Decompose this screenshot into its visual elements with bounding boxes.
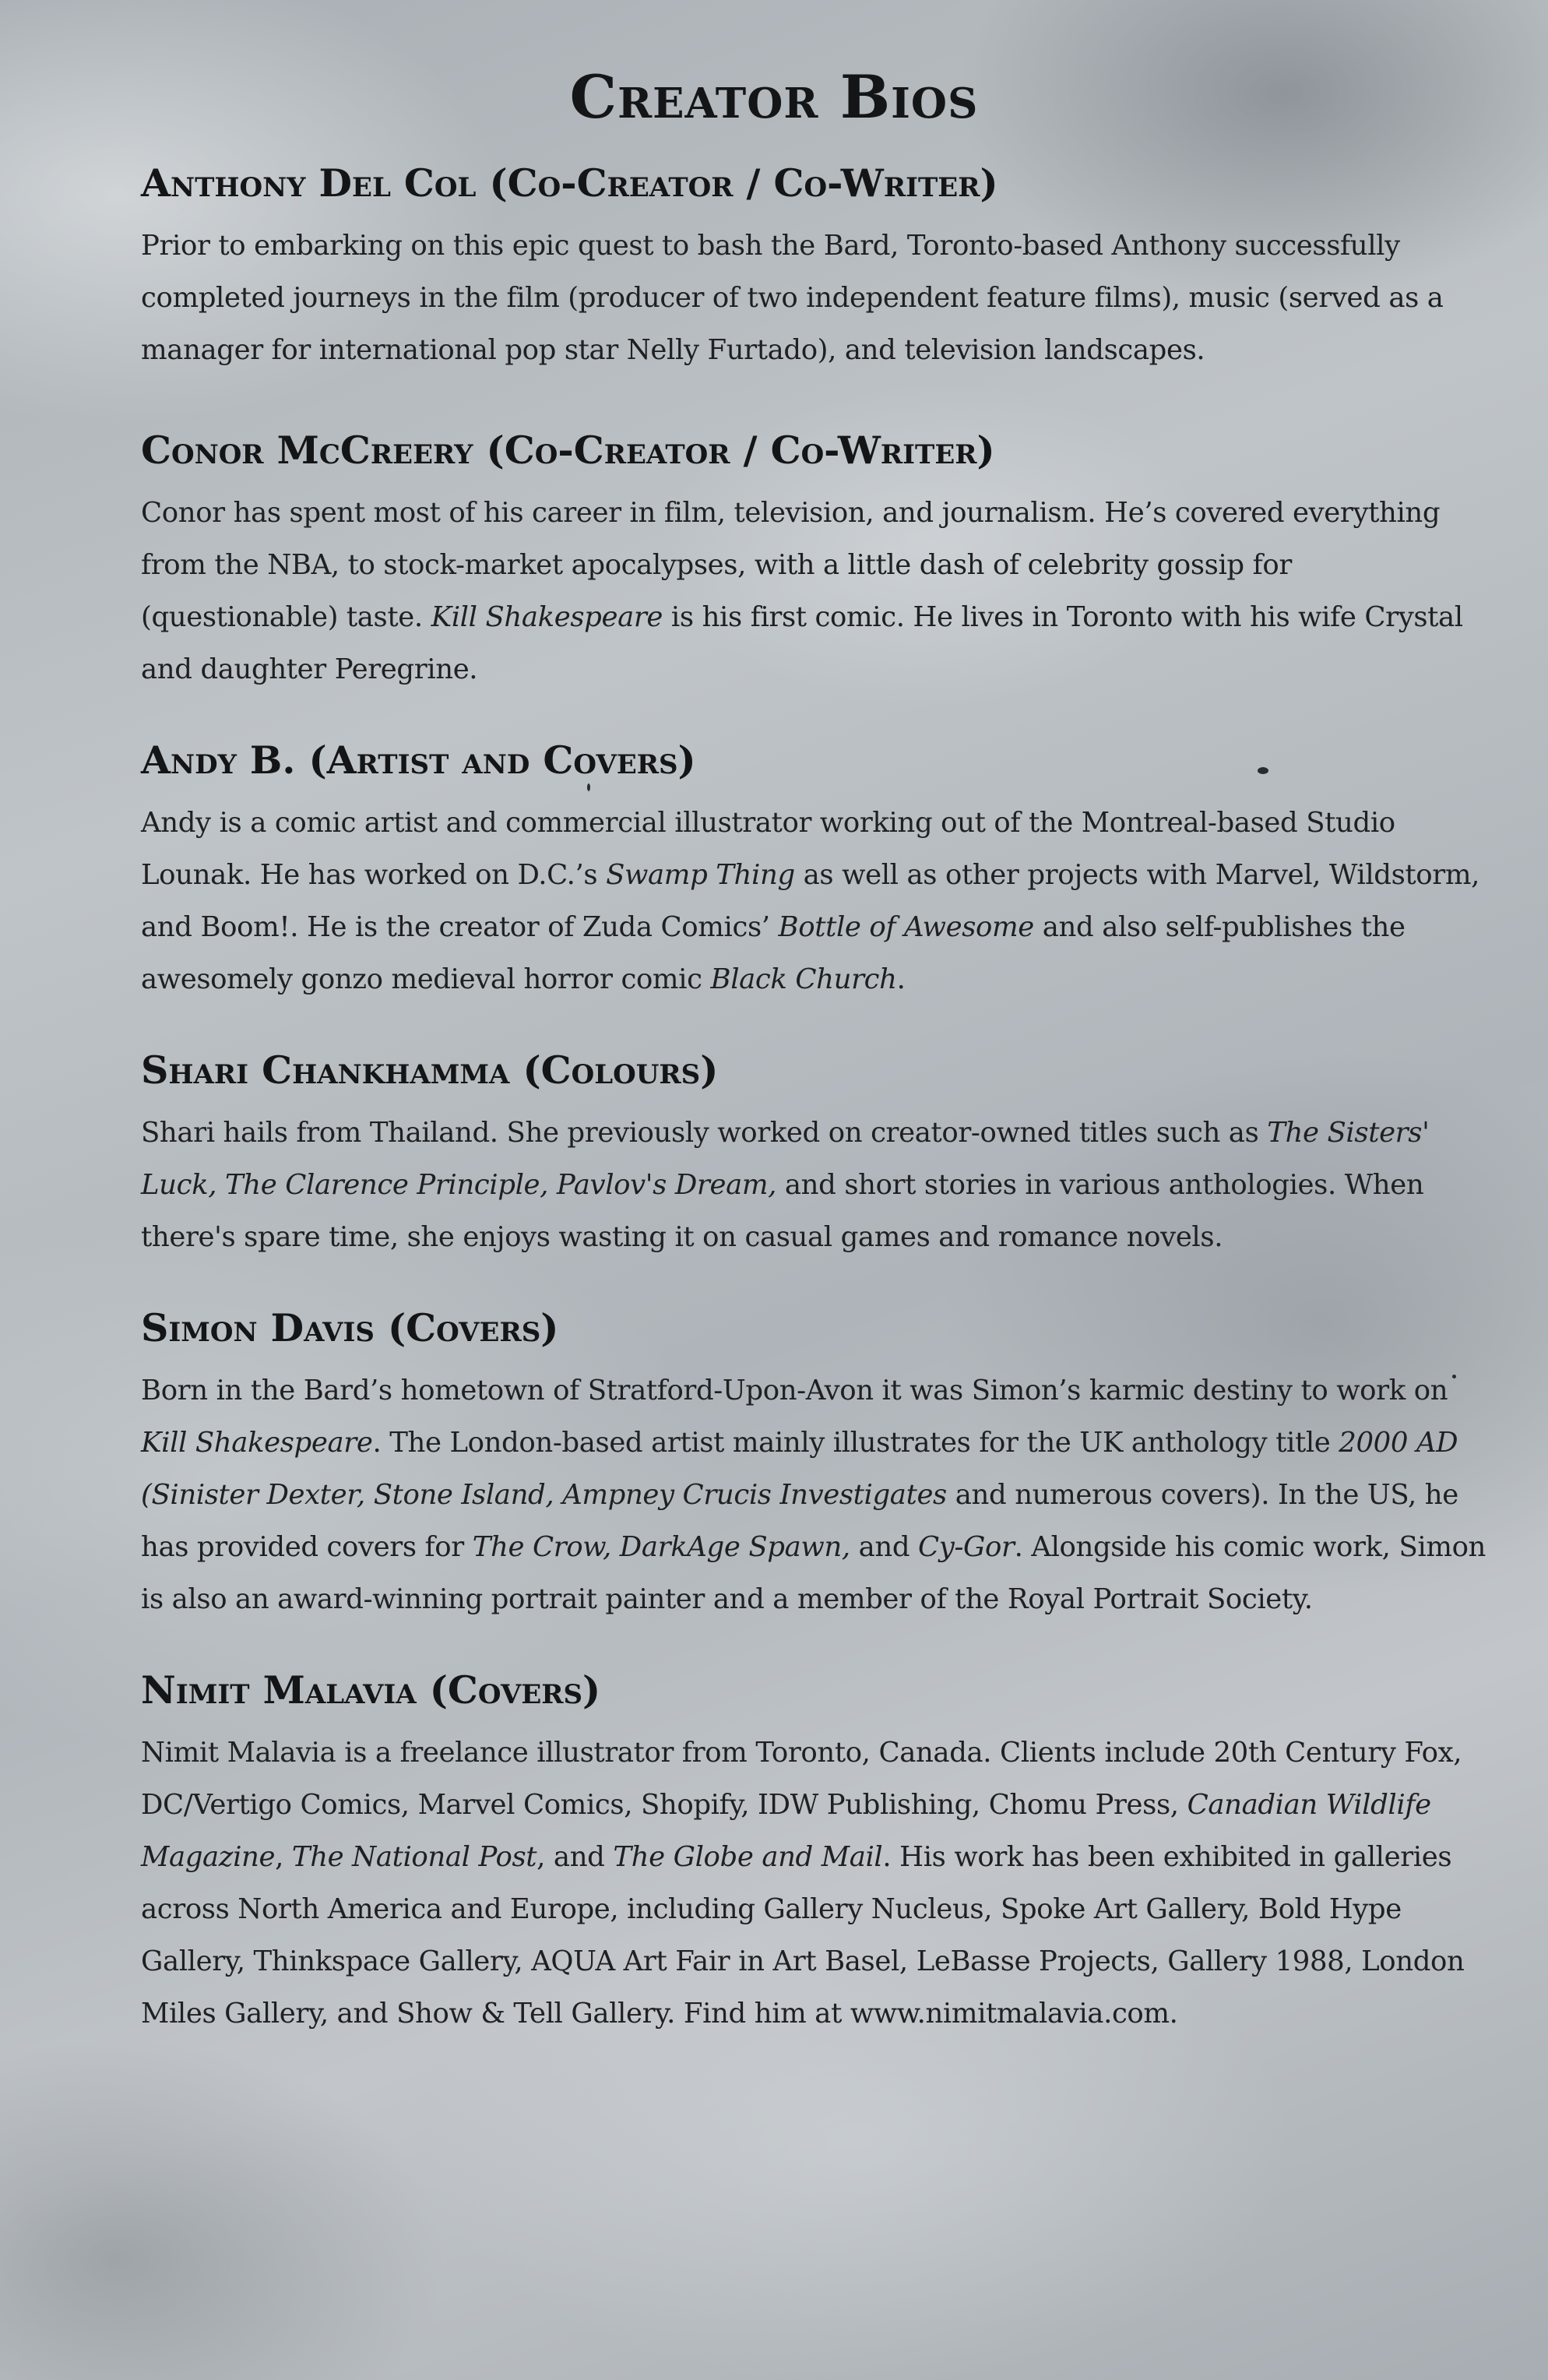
bios-page [141, 47, 1488, 2040]
bio-text [141, 210, 1488, 376]
bio-shari-chankhamma [141, 1043, 1488, 1263]
bio-text-segment: , and [537, 1841, 614, 1873]
bio-text-segment: Andy is a comic artist and commercial illustrator working out of the Montreal-based Studio Lounak. He has worked on D.C.’s [141, 807, 1395, 891]
bio-text-segment: . The London-based artist mainly illustrates for the UK anthology title [372, 1427, 1339, 1459]
bio-anthony-del-col [141, 156, 1488, 376]
bio-nimit-malavia [141, 1663, 1488, 2040]
bio-text-segment: Prior to embarking on this epic quest to bash the Bard, Toronto-based Anthony successfully completed journeys in the film (producer of two independent feature films), music (served as a manager for international pop star Nelly Furtado), and television landscapes. [141, 230, 1444, 366]
bio-text-segment: and short stories in various anthologies. When there's spare time, she enjoys wasting it on casual games and romance novels. [141, 1169, 1424, 1253]
bio-text-segment: . [896, 963, 906, 995]
paper-speck [1452, 1375, 1456, 1378]
page-title: Creator Bios [569, 62, 979, 132]
bio-heading: Anthony Del Col (Co-Creator / Co-Writer) [141, 160, 998, 206]
bio-simon-davis [141, 1301, 1488, 1625]
paper-speck [1258, 767, 1268, 774]
bio-text-title: The National Post [291, 1841, 537, 1873]
bio-text-segment: . Alongside his comic work, Simon is also an award-winning portrait painter and a member of the Royal Portrait Society. [141, 1531, 1486, 1615]
bio-text-title: Black Church [710, 963, 897, 995]
bio-text-segment: , [275, 1841, 292, 1873]
bio-text-title: Bottle of Awesome [778, 911, 1034, 943]
bio-text [141, 477, 1488, 695]
bio-text [141, 1097, 1488, 1263]
bio-text-title: Canadian Wildlife Magazine [141, 1789, 1431, 1873]
bio-heading: Shari Chankhamma (Colours) [141, 1047, 719, 1093]
bio-text [141, 1717, 1488, 2040]
bio-text-segment: and [850, 1531, 919, 1563]
bio-heading: Nimit Malavia (Covers) [141, 1667, 601, 1713]
bio-text-segment: is his first comic. He lives in Toronto with his wife Crystal and daughter Peregrine. [141, 601, 1463, 685]
bio-heading: Andy B. (Artist and Covers) [141, 738, 696, 783]
bio-text-title: Kill Shakespeare [141, 1427, 373, 1459]
bio-text-segment: Shari hails from Thailand. She previously worked on creator-owned titles such as [141, 1117, 1268, 1149]
bio-text [141, 787, 1488, 1005]
bio-heading: Conor McCreery (Co-Creator / Co-Writer) [141, 428, 995, 473]
bio-text-title: The Globe and Mail [613, 1841, 883, 1873]
bio-text-segment: and numerous covers). In the US, he has provided covers for [141, 1479, 1458, 1563]
bio-text-segment: . His work has been exhibited in galleries across North America and Europe, including Gallery Nucleus, Spoke Art Gallery, Bold Hype Gallery, Thinkspace Gallery, AQUA Art Fair in Art Basel, LeBasse Projects, Gallery 1988, London Miles Gallery, and Show & Tell Gallery. Find him at www.nimitmalavia.com. [141, 1841, 1465, 2030]
bio-text-title: The Crow, DarkAge Spawn, [472, 1531, 850, 1563]
bio-text-title: The Sisters' Luck, The Clarence Principle, Pavlov's Dream, [141, 1117, 1430, 1201]
bio-heading: Simon Davis (Covers) [141, 1305, 559, 1350]
bio-text-segment: Conor has spent most of his career in film, television, and journalism. He’s covered everything from the NBA, to stock-market apocalypses, with a little dash of celebrity gossip for (questionable) taste. [141, 497, 1441, 633]
bio-text-title: Cy-Gor [918, 1531, 1015, 1563]
bio-conor-mccreery [141, 423, 1488, 695]
bio-andy-b [141, 733, 1488, 1005]
bio-text-segment: as well as other projects with Marvel, Wildstorm, and Boom!. He is the creator of Zuda Comics’ [141, 859, 1479, 943]
bio-text-segment: Born in the Bard’s hometown of Stratford-Upon-Avon it was Simon’s karmic destiny to work on [141, 1375, 1448, 1407]
paper-speck [587, 783, 590, 791]
bio-text [141, 1355, 1488, 1625]
bio-text-title: 2000 AD (Sinister Dexter, Stone Island, Ampney Crucis Investigates [141, 1427, 1458, 1511]
bio-text-segment: Nimit Malavia is a freelance illustrator from Toronto, Canada. Clients include 20th Century Fox, DC/Vertigo Comics, Marvel Comics, Shopify, IDW Publishing, Chomu Press, [141, 1737, 1462, 1821]
bio-text-title: Kill Shakespeare [431, 601, 663, 633]
bio-text-segment: and also self-publishes the awesomely gonzo medieval horror comic [141, 911, 1406, 995]
bio-text-title: Swamp Thing [606, 859, 795, 891]
